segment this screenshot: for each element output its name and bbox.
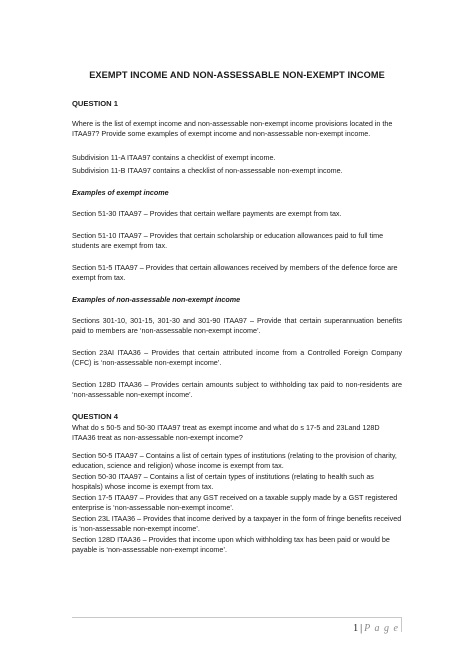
nane-example-item: Sections 301-10, 301-15, 301-30 and 301-90 ITAA97 – Provide that certain superannuation benefits paid to members are ‘non-assessable non-exempt income’. [72, 316, 402, 335]
exempt-examples-heading: Examples of exempt income [72, 188, 169, 197]
document-title: EXEMPT INCOME AND NON-ASSESSABLE NON-EXEMPT INCOME [89, 70, 385, 80]
nane-example-item: Section 23AI ITAA36 – Provides that certain attributed income from a Controlled Foreign Company (CFC) is ‘non-assessable non-exempt income’. [72, 348, 402, 367]
nane-examples-heading: Examples of non-assessable non-exempt income [72, 295, 241, 304]
exempt-example-item: Section 51-10 ITAA97 – Provides that certain scholarship or education allowances paid to full time students are exempt from tax. [72, 231, 384, 250]
page-separator: | [360, 623, 363, 634]
question-4-answer: Section 128D ITAA36 – Provides that income upon which withholding tax has been paid or would be payable is ‘non-assessable non-exempt income’. [72, 535, 390, 554]
nane-example-item: Section 128D ITAA36 – Provides certain amounts subject to withholding tax paid to non-residents are ‘non-assessable non-exempt income’. [72, 380, 402, 399]
question-4-answer: Section 50-30 ITAA97 – Contains a list of certain types of institutions (relating to health such as hospitals) whose income is exempt from tax. [72, 472, 374, 491]
page-number: 1 [353, 623, 359, 634]
subdivision-11b-line: Subdivision 11-B ITAA97 contains a checklist of non-assessable non-exempt income. [72, 166, 343, 175]
question-4-answer: Section 23L ITAA36 – Provides that income derived by a taxpayer in the form of fringe benefits received is ‘non-assessable non-exempt income’. [72, 514, 402, 533]
subdivision-11a-line: Subdivision 11-A ITAA97 contains a checklist of exempt income. [72, 153, 276, 162]
page-footer [72, 617, 402, 632]
exempt-example-item: Section 51-30 ITAA97 – Provides that certain welfare payments are exempt from tax. [72, 209, 342, 218]
exempt-example-item: Section 51-5 ITAA97 – Provides that certain allowances received by members of the defence force are exempt from tax. [72, 263, 398, 282]
question-1-heading: QUESTION 1 [72, 99, 118, 108]
page-label: P a g e [364, 623, 399, 634]
question-4-text: What do s 50-5 and 50-30 ITAA97 treat as exempt income and what do s 17-5 and 23Land 128D ITAA36 treat as non-assessable non-exempt income? [72, 423, 380, 442]
question-4-heading: QUESTION 4 [72, 412, 118, 421]
question-4-block [72, 412, 402, 555]
question-4-answer: Section 50-5 ITAA97 – Contains a list of certain types of institutions (relating to the provision of charity, education, science and religion) whose income is exempt from tax. [72, 451, 397, 470]
question-1-text: Where is the list of exempt income and non-assessable non-exempt income provisions located in the ITAA97? Provide some examples of exempt income and non-assessable non-exempt income. [72, 119, 393, 138]
question-4-answer: Section 17-5 ITAA97 – Provides that any GST received on a taxable supply made by a GST registered enterprise is ‘non-assessable non-exempt income’. [72, 493, 398, 512]
